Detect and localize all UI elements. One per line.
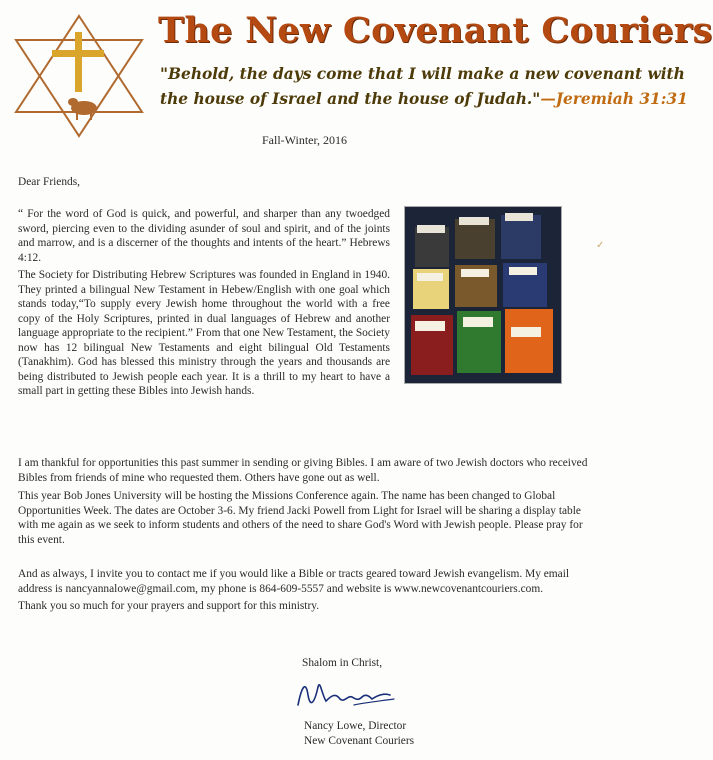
salutation: Dear Friends,	[18, 176, 80, 188]
masthead-verse	[160, 62, 688, 112]
verse-text: the house of Israel and the house of Judah."	[160, 90, 541, 108]
issue-date: Fall-Winter, 2016	[261, 133, 348, 147]
signer-name: Nancy Lowe, Director	[304, 720, 407, 732]
star-of-david-logo	[6, 12, 152, 140]
verse-line-1: "Behold, the days come that I will make a new covenant with	[160, 65, 685, 83]
thankful-paragraph: I am thankful for opportunities this past summer in sending or giving Bibles. I am aware of two Jewish doctors who received Bibles from friends of mine who requested them. Others have gone out as well.	[18, 457, 588, 484]
scripture-quote-paragraph: “ For the word of God is quick, and powerful, and sharper than any twoedged sword, piercing even to the dividing asunder of soul and spirit, and of the joints and marrow, and is a discerner of the thoughts and intents of the heart.” Hebrews 4:12.	[18, 208, 390, 264]
contact-paragraph: And as always, I invite you to contact me if you would like a Bible or tracts geared toward Jewish evangelism. My email address is nancyannalowe@gmail.com, my phone is 864-609-5557 and website is www.newcovenantcouriers.com.	[18, 568, 570, 595]
handwritten-signature	[292, 675, 402, 715]
thanks-paragraph: Thank you so much for your prayers and support for this ministry.	[18, 600, 320, 612]
masthead-title: The New Covenant Couriers	[158, 10, 713, 51]
verse-reference: —Jeremiah 31:31	[540, 90, 688, 108]
bibles-photo	[404, 206, 562, 384]
society-paragraph: The Society for Distributing Hebrew Scriptures was founded in England in 1940. They printed a bilingual New Testament in Hebew/English with one goal which stands today,“To supply every Jewish home throughout the world with a free copy of the Holy Scriptures, printed in dual languages of Hebrew and another language appropriate to the recipient.” From that one New Testament, the Society now has 12 bilingual New Testaments and eight bilingual Old Testaments (Tanakhim). God has blessed this ministry through the years and thousands are being distributed to Jewish people each year. It is a thrill to my heart to have a small part in getting these Bibles into Jewish hands.	[18, 269, 390, 397]
missions-conference-paragraph: This year Bob Jones University will be hosting the Missions Conference again. The name has been changed to Global Opportunities Week. The dates are October 3-6. My friend Jacki Powell from Light for Israel will be sharing a display table with me again as we seek to inform students and others of the need to share God's Word with Jewish people. Please pray for this event.	[18, 490, 583, 546]
signer-organization: New Covenant Couriers	[304, 735, 415, 747]
verse-line-2	[160, 87, 688, 112]
closing: Shalom in Christ,	[302, 657, 383, 669]
margin-mark: ✓	[596, 240, 605, 251]
